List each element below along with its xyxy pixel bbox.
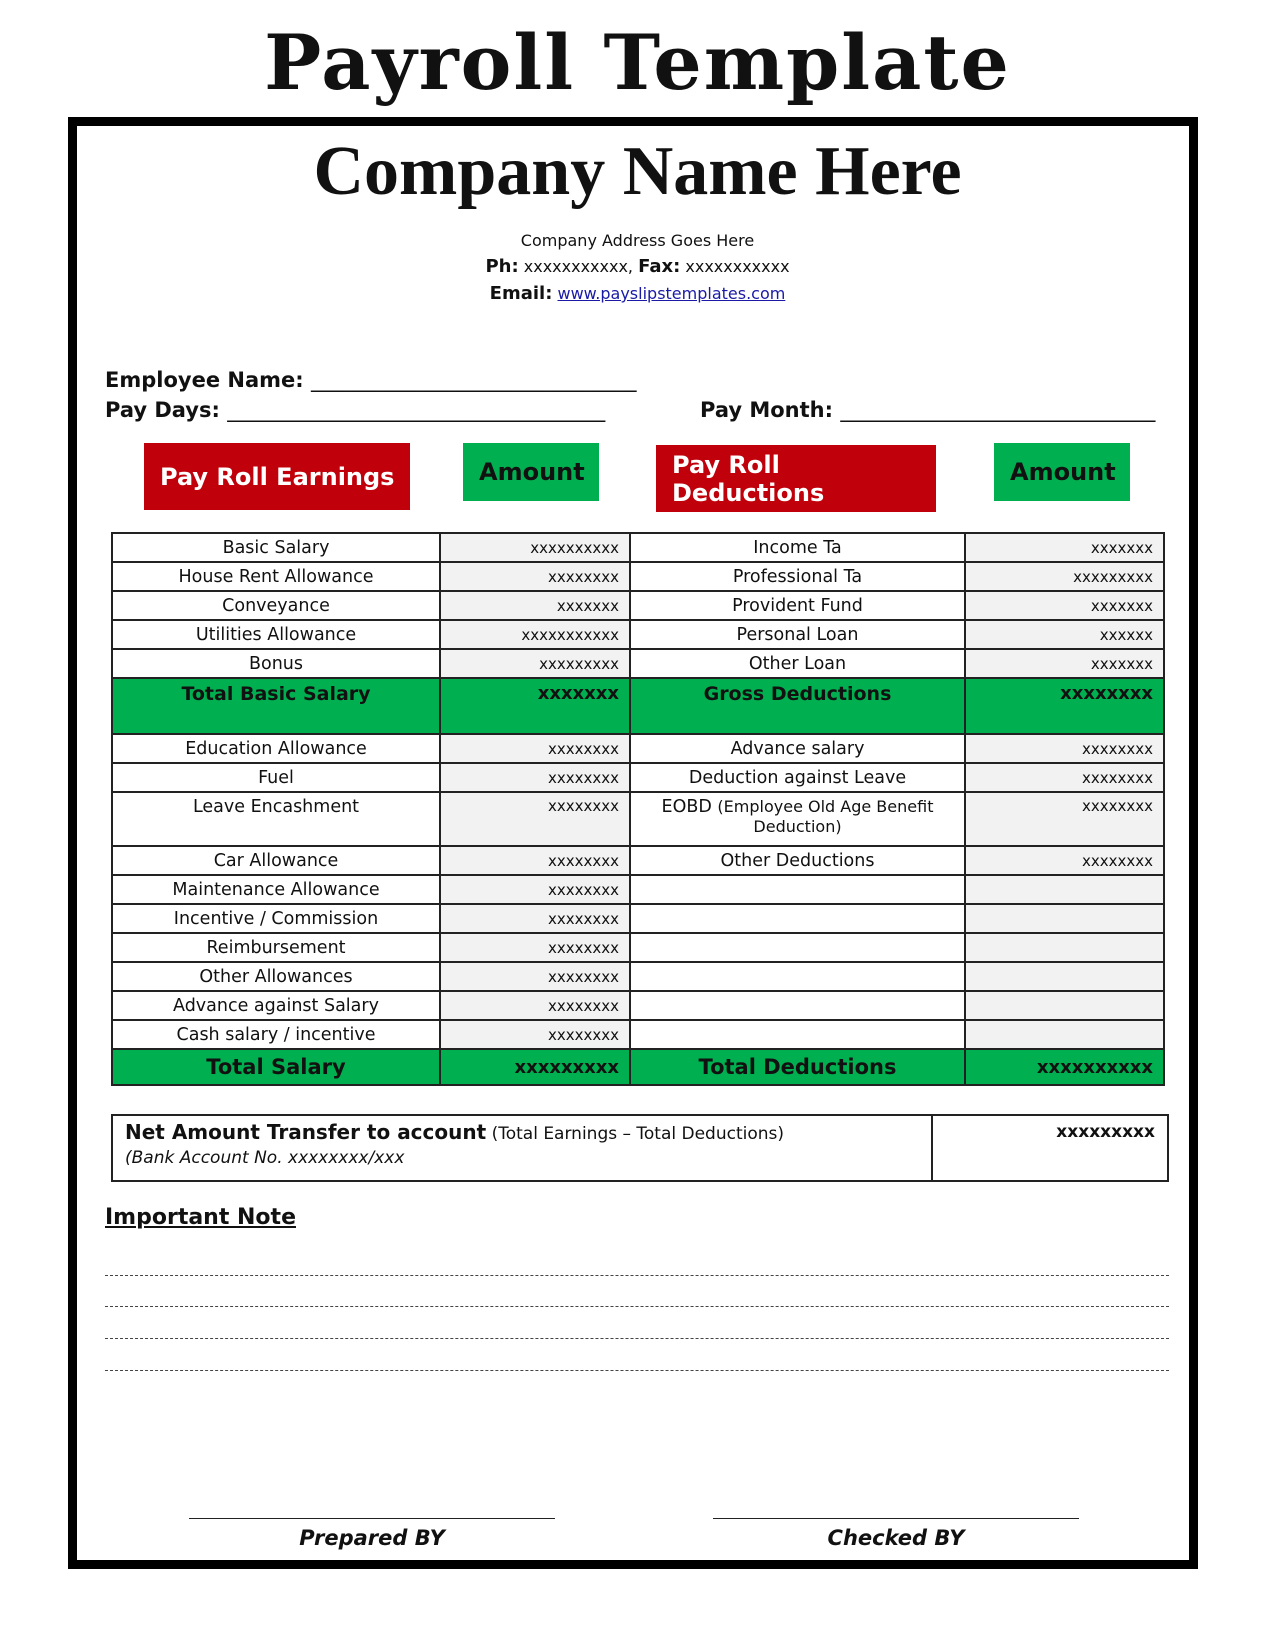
deduction-amount: xxxxxxxx xyxy=(965,792,1164,846)
earning-amount: xxxxxxxx xyxy=(440,875,630,904)
deduction-amount: xxxxxxxx xyxy=(965,846,1164,875)
earning-label: Maintenance Allowance xyxy=(112,875,440,904)
net-amount-box xyxy=(111,1114,1169,1182)
pay-month-field[interactable] xyxy=(700,398,1155,422)
deduction-label xyxy=(630,792,965,846)
deduction-label xyxy=(630,1020,965,1049)
deduction-label-sub: (Employee Old Age Benefit Deduction) xyxy=(717,797,934,836)
company-address: Company Address Goes Here xyxy=(520,231,755,250)
table-row xyxy=(112,649,1164,678)
earning-amount: xxxxxxxx xyxy=(440,562,630,591)
earning-amount: xxxxxxxx xyxy=(440,933,630,962)
company-name: Company Name Here xyxy=(313,133,962,210)
deduction-amount: xxxxxxx xyxy=(965,591,1164,620)
earnings-amount-header: Amount xyxy=(463,443,599,501)
table-row xyxy=(112,562,1164,591)
earning-label: Total Basic Salary xyxy=(112,678,440,734)
deduction-amount xyxy=(965,933,1164,962)
checked-by-label: Checked BY xyxy=(827,1526,965,1550)
deduction-amount: xxxxxxxxxx xyxy=(965,1049,1164,1085)
net-amount-formula: (Total Earnings – Total Deductions) xyxy=(491,1124,785,1144)
net-amount-label: Net Amount Transfer to account xyxy=(125,1120,487,1144)
pay-days-field[interactable] xyxy=(105,398,605,422)
total-row xyxy=(112,1049,1164,1085)
deduction-label xyxy=(630,962,965,991)
fax-label: Fax: xyxy=(638,256,681,277)
deduction-label: Deduction against Leave xyxy=(630,763,965,792)
earning-amount: xxxxxxxxx xyxy=(440,1049,630,1085)
earning-label: Fuel xyxy=(112,763,440,792)
pay-month-blank[interactable]: ______________________________ xyxy=(840,398,1156,422)
earning-label: Reimbursement xyxy=(112,933,440,962)
earning-amount: xxxxxxxxx xyxy=(440,649,630,678)
earning-label: Utilities Allowance xyxy=(112,620,440,649)
table-row xyxy=(112,533,1164,562)
important-note-title: Important Note xyxy=(105,1205,296,1230)
earning-amount: xxxxxxxxxx xyxy=(440,533,630,562)
deduction-amount: xxxxxxx xyxy=(965,649,1164,678)
deduction-amount xyxy=(965,875,1164,904)
earning-label: Education Allowance xyxy=(112,734,440,763)
employee-name-field[interactable] xyxy=(105,368,636,392)
document-title: Payroll Template xyxy=(264,18,1011,107)
earning-amount: xxxxxxxxxxx xyxy=(440,620,630,649)
table-row xyxy=(112,591,1164,620)
prepared-by-label: Prepared BY xyxy=(299,1526,445,1550)
bank-account: (Bank Account No. xxxxxxxx/xxx xyxy=(125,1148,405,1168)
pay-days-label: Pay Days: xyxy=(105,398,220,422)
table-row xyxy=(112,933,1164,962)
deduction-label: Income Ta xyxy=(630,533,965,562)
deduction-label: Provident Fund xyxy=(630,591,965,620)
earning-amount: xxxxxxxx xyxy=(440,962,630,991)
deductions-amount-header: Amount xyxy=(994,443,1130,501)
fax-value: xxxxxxxxxxx xyxy=(685,257,790,276)
deduction-label xyxy=(630,991,965,1020)
checked-by-line[interactable] xyxy=(713,1518,1079,1519)
deduction-label xyxy=(630,875,965,904)
table-row xyxy=(112,962,1164,991)
earning-label: House Rent Allowance xyxy=(112,562,440,591)
earning-amount: xxxxxxxx xyxy=(440,904,630,933)
deduction-label: Professional Ta xyxy=(630,562,965,591)
earning-label: Advance against Salary xyxy=(112,991,440,1020)
table-row xyxy=(112,875,1164,904)
earning-label: Leave Encashment xyxy=(112,792,440,846)
deduction-amount: xxxxxxx xyxy=(965,533,1164,562)
earning-label: Cash salary / incentive xyxy=(112,1020,440,1049)
deduction-amount xyxy=(965,1020,1164,1049)
deduction-label-main: EOBD xyxy=(661,797,712,817)
note-line-4[interactable] xyxy=(105,1370,1169,1371)
net-amount-description xyxy=(113,1116,933,1180)
deduction-amount: xxxxxxxx xyxy=(965,678,1164,734)
deduction-label xyxy=(630,933,965,962)
note-line-1[interactable] xyxy=(105,1275,1169,1276)
earning-amount: xxxxxxxx xyxy=(440,1020,630,1049)
earning-label: Incentive / Commission xyxy=(112,904,440,933)
deduction-amount xyxy=(965,991,1164,1020)
earning-amount: xxxxxxx xyxy=(440,591,630,620)
earning-label: Car Allowance xyxy=(112,846,440,875)
earning-amount: xxxxxxxx xyxy=(440,734,630,763)
earning-label: Bonus xyxy=(112,649,440,678)
net-amount-value: xxxxxxxxx xyxy=(1056,1122,1155,1142)
earning-label: Total Salary xyxy=(112,1049,440,1085)
earning-amount: xxxxxxx xyxy=(440,678,630,734)
phone-label: Ph: xyxy=(485,256,519,277)
deduction-label: Other Loan xyxy=(630,649,965,678)
deduction-label: Advance salary xyxy=(630,734,965,763)
deduction-label: Other Deductions xyxy=(630,846,965,875)
table-row xyxy=(112,904,1164,933)
website-link[interactable]: www.payslipstemplates.com xyxy=(557,284,786,303)
deduction-label: Personal Loan xyxy=(630,620,965,649)
company-email xyxy=(0,283,1275,304)
subtotal-row xyxy=(112,678,1164,734)
deduction-label xyxy=(630,904,965,933)
earning-amount: xxxxxxxx xyxy=(440,792,630,846)
earning-amount: xxxxxxxx xyxy=(440,763,630,792)
earnings-header: Pay Roll Earnings xyxy=(144,443,410,510)
table-row xyxy=(112,991,1164,1020)
deduction-amount: xxxxxxxx xyxy=(965,763,1164,792)
phone-value: xxxxxxxxxxx xyxy=(523,257,628,276)
pay-days-blank[interactable]: ____________________________________ xyxy=(227,398,606,422)
earning-amount: xxxxxxxx xyxy=(440,991,630,1020)
table-row xyxy=(112,620,1164,649)
earning-amount: xxxxxxxx xyxy=(440,846,630,875)
deduction-amount xyxy=(965,962,1164,991)
prepared-by-line[interactable] xyxy=(189,1518,555,1519)
employee-name-blank[interactable]: _______________________________ xyxy=(310,368,637,392)
pay-month-label: Pay Month: xyxy=(700,398,834,422)
deduction-label: Gross Deductions xyxy=(630,678,965,734)
payroll-table xyxy=(111,532,1165,1086)
employee-name-label: Employee Name: xyxy=(105,368,304,392)
note-line-2[interactable] xyxy=(105,1306,1169,1307)
deduction-amount: xxxxxxxxx xyxy=(965,562,1164,591)
email-label: Email: xyxy=(489,283,553,304)
earning-label: Conveyance xyxy=(112,591,440,620)
deduction-amount: xxxxxxxx xyxy=(965,734,1164,763)
deduction-amount: xxxxxx xyxy=(965,620,1164,649)
deductions-header: Pay Roll Deductions xyxy=(656,445,936,512)
table-row xyxy=(112,763,1164,792)
earning-label: Other Allowances xyxy=(112,962,440,991)
deduction-amount xyxy=(965,904,1164,933)
table-row xyxy=(112,846,1164,875)
table-row xyxy=(112,734,1164,763)
table-row xyxy=(112,1020,1164,1049)
deduction-label: Total Deductions xyxy=(630,1049,965,1085)
company-phone-fax: Ph: xxxxxxxxxxx, Fax: xxxxxxxxxxx xyxy=(485,256,790,277)
table-row xyxy=(112,792,1164,846)
earning-label: Basic Salary xyxy=(112,533,440,562)
note-line-3[interactable] xyxy=(105,1338,1169,1339)
